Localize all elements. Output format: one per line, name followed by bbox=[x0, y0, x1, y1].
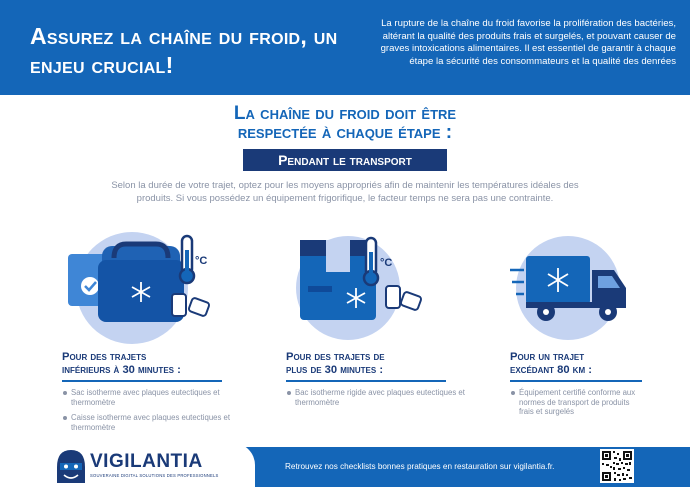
footer-text: Retrouvez nos checklists bonnes pratiques en restauration sur vigilantia.fr. bbox=[285, 462, 555, 471]
header-banner bbox=[0, 0, 690, 95]
list-item: Équipement certifié conforme aux normes de transport de produits frais et surgelés bbox=[510, 388, 640, 417]
column-title bbox=[510, 351, 690, 377]
refrigerated-truck-icon bbox=[510, 230, 680, 345]
cooler-bag-icon bbox=[62, 230, 232, 345]
celsius-label: °C bbox=[195, 255, 208, 267]
qr-code-icon[interactable] bbox=[600, 449, 634, 483]
column-title-line2: inférieurs à 30 minutes : bbox=[62, 364, 181, 376]
insulated-box-icon bbox=[286, 230, 456, 345]
transport-badge: Pendant le transport bbox=[243, 149, 447, 171]
intro-text: Selon la durée de votre trajet, optez pour les moyens appropriés afin de maintenir les températures idéales des produits. Si vous possédez un équipement frigorifique, le facteur temps ne sera pas une contrainte. bbox=[111, 180, 579, 204]
brand-tagline: SOUVERAINE DIGITAL SOLUTIONS DES PROFESSIONNELS bbox=[90, 473, 219, 478]
column-divider bbox=[62, 380, 222, 382]
header-title: Assurez la chaîne du froid, un enjeu crucial! bbox=[30, 23, 338, 78]
column-long-trip bbox=[286, 230, 466, 407]
list-item: Caisse isotherme avec plaques eutectiques et thermomètre bbox=[62, 413, 242, 432]
column-title-line1: Pour un trajet bbox=[510, 351, 585, 363]
section-title bbox=[0, 104, 690, 142]
vigilantia-mascot-logo bbox=[54, 447, 88, 485]
column-title bbox=[62, 351, 242, 377]
column-short-trip bbox=[62, 230, 242, 432]
section-title-line2: respectée à chaque étape : bbox=[237, 122, 453, 143]
column-divider bbox=[510, 380, 642, 382]
column-title bbox=[286, 351, 466, 377]
section-title-line1: La chaîne du froid doit être bbox=[233, 103, 457, 124]
column-title-line2: excédant 80 km : bbox=[510, 364, 592, 376]
header-description: La rupture de la chaîne du froid favorise la prolifération des bactéries, altérant la qualité des produits frais et surgelés, et pouvant causer de graves intoxications alimentaires. Il est essentiel de garantir à chaque étape la sécurité des consommateurs et la qualité des denrées bbox=[380, 18, 676, 67]
column-divider bbox=[286, 380, 446, 382]
celsius-label: °C bbox=[380, 257, 393, 269]
list-item: Bac isotherme rigide avec plaques eutectiques et thermomètre bbox=[286, 388, 466, 407]
column-title-line1: Pour des trajets de bbox=[286, 351, 385, 363]
column-long-distance bbox=[510, 230, 690, 417]
column-title-line2: plus de 30 minutes : bbox=[286, 364, 384, 376]
list-item: Sac isotherme avec plaques eutectiques et thermomètre bbox=[62, 388, 242, 407]
column-title-line1: Pour des trajets bbox=[62, 351, 147, 363]
brand-logo-text: VIGILANTIA bbox=[90, 451, 203, 472]
